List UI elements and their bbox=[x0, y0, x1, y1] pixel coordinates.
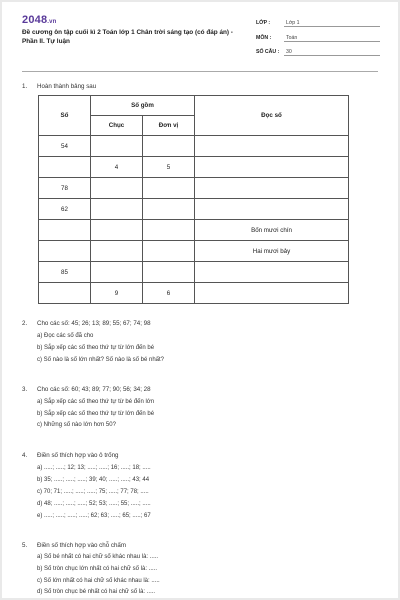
question-number: 3. bbox=[22, 386, 28, 393]
question-number: 1. bbox=[22, 83, 28, 90]
meta-class-label: LỚP : bbox=[256, 20, 271, 26]
cell-number[interactable]: 54 bbox=[39, 136, 91, 157]
table-row bbox=[39, 220, 349, 241]
cell-reading[interactable]: Hai mươi bảy bbox=[195, 241, 349, 262]
cell-units[interactable] bbox=[143, 241, 195, 262]
header-divider bbox=[22, 71, 378, 72]
sub-item: c) Những số nào lớn hơn 50? bbox=[37, 422, 116, 428]
meta-subject-label: MÔN : bbox=[256, 35, 272, 41]
cell-reading[interactable] bbox=[195, 262, 349, 283]
worksheet-page bbox=[2, 2, 398, 598]
col-header-number: Số bbox=[39, 96, 91, 136]
cell-tens[interactable]: 4 bbox=[91, 157, 143, 178]
cell-tens[interactable] bbox=[91, 241, 143, 262]
table-row bbox=[39, 241, 349, 262]
cell-tens[interactable]: 9 bbox=[91, 283, 143, 304]
fill-row: c) Số lớn nhất có hai chữ số khác nhau là: ..... bbox=[37, 578, 160, 584]
cell-units[interactable] bbox=[143, 178, 195, 199]
col-header-tens: Chục bbox=[91, 116, 143, 136]
col-header-units: Đơn vị bbox=[143, 116, 195, 136]
sub-item: a) Đọc các số đã cho bbox=[37, 333, 94, 339]
cell-units[interactable] bbox=[143, 220, 195, 241]
sub-item: c) Số nào là số lớn nhất? Số nào là số bé nhất? bbox=[37, 357, 165, 363]
fill-row: d) Số tròn chục bé nhất có hai chữ số là: ..... bbox=[37, 589, 156, 595]
table-row bbox=[39, 178, 349, 199]
question-text: Điền số thích hợp vào chỗ chấm bbox=[37, 542, 127, 549]
question-text: Hoàn thành bảng sau bbox=[37, 83, 97, 90]
logo-suffix: .vn bbox=[47, 19, 57, 25]
meta-class-row bbox=[256, 18, 380, 28]
question-text: Điền số thích hợp vào ô trống bbox=[37, 452, 119, 459]
cell-tens[interactable] bbox=[91, 178, 143, 199]
cell-units[interactable]: 6 bbox=[143, 283, 195, 304]
meta-count-row bbox=[256, 47, 380, 57]
cell-tens[interactable] bbox=[91, 199, 143, 220]
cell-number[interactable] bbox=[39, 241, 91, 262]
cell-number[interactable]: 78 bbox=[39, 178, 91, 199]
cell-units[interactable]: 5 bbox=[143, 157, 195, 178]
cell-tens[interactable] bbox=[91, 262, 143, 283]
question-text: Cho các số: 45; 26; 13; 89; 55; 67; 74; 98 bbox=[37, 320, 151, 327]
sub-item: a) Sắp xếp các số theo thứ tự từ bé đến lớn bbox=[37, 399, 155, 405]
meta-count-label: SỐ CÂU : bbox=[256, 49, 280, 55]
cell-number[interactable] bbox=[39, 157, 91, 178]
cell-tens[interactable] bbox=[91, 136, 143, 157]
cell-number[interactable] bbox=[39, 220, 91, 241]
sub-item: b) Sắp xếp các số theo thứ tự từ lớn đến bé bbox=[37, 411, 155, 417]
question-number: 4. bbox=[22, 452, 28, 459]
answer-table bbox=[38, 95, 349, 304]
meta-subject-value: Toán bbox=[284, 35, 380, 42]
document-title: Đề cương ôn tập cuối kì 2 Toán lớp 1 Chân trời sáng tạo (có đáp án) - Phần II. Tự luận bbox=[22, 29, 233, 45]
table-row bbox=[39, 136, 349, 157]
sub-item: b) Sắp xếp các số theo thứ tự từ lớn đến bé bbox=[37, 345, 155, 351]
question-number: 2. bbox=[22, 320, 28, 327]
site-logo[interactable] bbox=[22, 14, 57, 26]
meta-subject-row bbox=[256, 33, 380, 43]
table-row bbox=[39, 157, 349, 178]
table-row bbox=[39, 262, 349, 283]
fill-row: c) 70; 71; .....; .....; .....; 75; .....; 77; 78; ..... bbox=[37, 489, 149, 495]
fill-row: b) 35; .....; .....; .....; 39; 40; .....; .....; 43; 44 bbox=[37, 477, 150, 483]
cell-units[interactable] bbox=[143, 136, 195, 157]
cell-units[interactable] bbox=[143, 262, 195, 283]
fill-row: d) 48; .....; .....; .....; 52; 53; .....; 55; .....; ..... bbox=[37, 501, 151, 507]
cell-number[interactable] bbox=[39, 283, 91, 304]
cell-reading[interactable] bbox=[195, 199, 349, 220]
cell-tens[interactable] bbox=[91, 220, 143, 241]
logo-text: 2048 bbox=[22, 14, 48, 26]
question-number: 5. bbox=[22, 542, 28, 549]
table-row bbox=[39, 199, 349, 220]
cell-units[interactable] bbox=[143, 199, 195, 220]
table-row bbox=[39, 283, 349, 304]
cell-number[interactable]: 85 bbox=[39, 262, 91, 283]
cell-reading[interactable] bbox=[195, 157, 349, 178]
col-header-reading: Đọc số bbox=[195, 96, 349, 136]
meta-count-value: 30 bbox=[284, 49, 380, 56]
cell-reading[interactable]: Bốn mươi chín bbox=[195, 220, 349, 241]
fill-row: a) Số bé nhất có hai chữ số khác nhau là: ..... bbox=[37, 554, 159, 560]
cell-reading[interactable] bbox=[195, 283, 349, 304]
cell-reading[interactable] bbox=[195, 136, 349, 157]
cell-number[interactable]: 62 bbox=[39, 199, 91, 220]
fill-row: e) .....; .....; .....; .....; 62; 63; .....; 65; .....; 67 bbox=[37, 513, 151, 519]
cell-reading[interactable] bbox=[195, 178, 349, 199]
meta-class-value: Lớp 1 bbox=[284, 20, 380, 27]
col-header-composition: Số gồm bbox=[91, 96, 195, 116]
fill-row: b) Số tròn chục lớn nhất có hai chữ số là: ..... bbox=[37, 566, 158, 572]
question-text: Cho các số: 60; 43; 89; 77; 90; 56; 34; 28 bbox=[37, 386, 151, 393]
fill-row: a) .....; .....; 12; 13; .....; .....; 16; .....; 18; ..... bbox=[37, 465, 151, 471]
